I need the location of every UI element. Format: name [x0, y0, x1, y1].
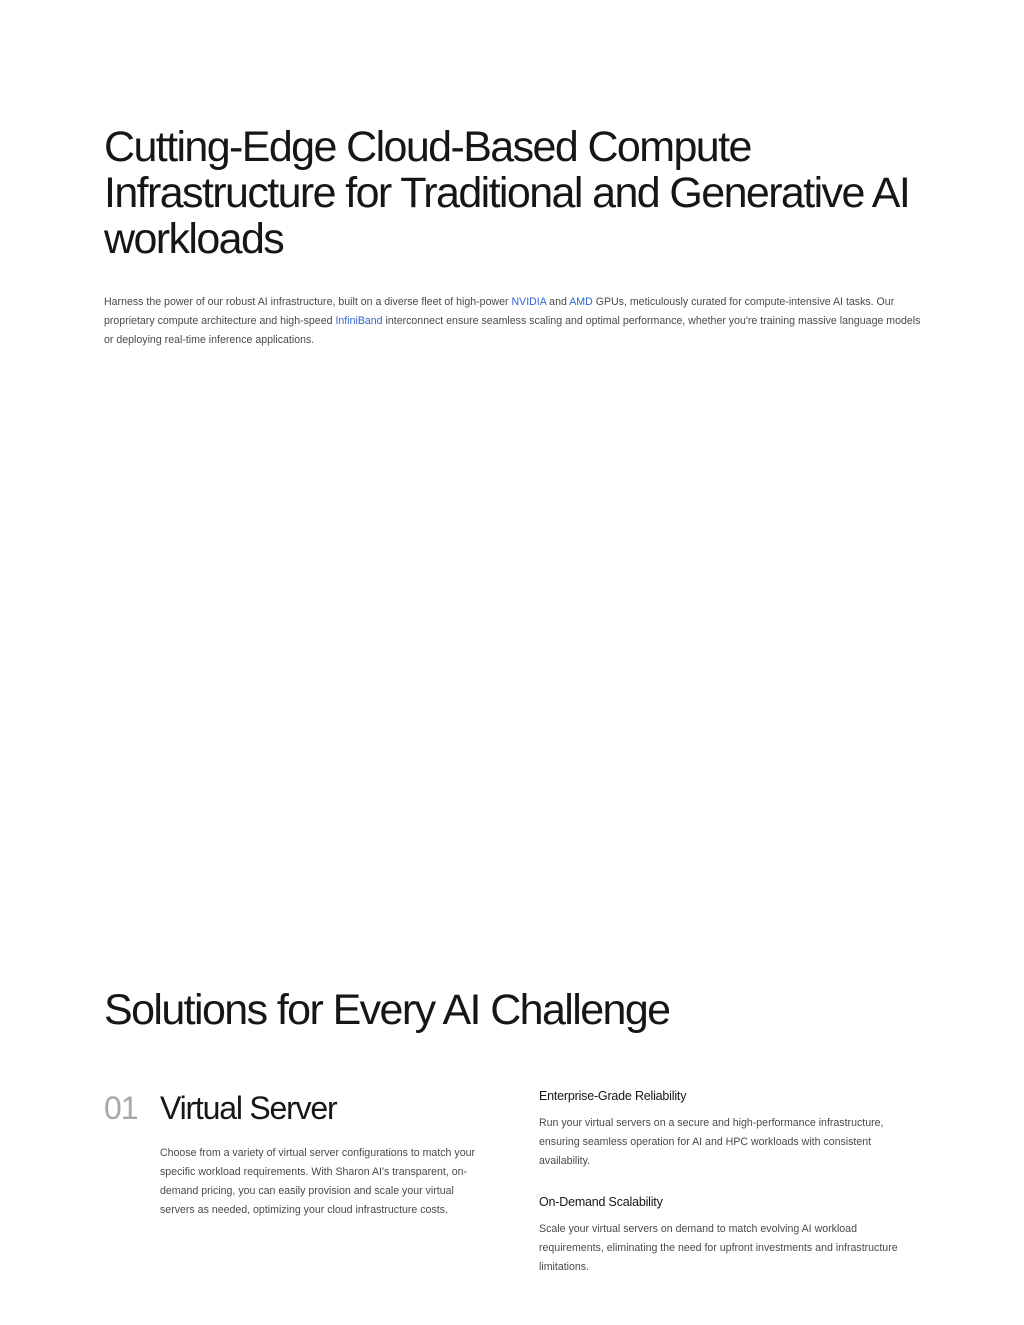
- feature-on-demand-scalability: [539, 1194, 919, 1277]
- feature-title: On-Demand Scalability: [539, 1195, 663, 1209]
- solutions-title: Solutions for Every AI Challenge: [104, 986, 670, 1034]
- nvidia-link[interactable]: NVIDIA: [511, 296, 547, 308]
- hero-desc-text-1: Harness the power of our robust AI infrastructure, built on a diverse fleet of high-power: [104, 296, 512, 308]
- feature-text: Scale your virtual servers on demand to match evolving AI workload requirements, eliminating the need for upfront investments and infrastructure limitations.: [539, 1223, 898, 1273]
- hero-title: Cutting-Edge Cloud-Based Compute Infrastructure for Traditional and Generative AI workloads: [104, 123, 910, 263]
- solution-number: 01: [104, 1090, 138, 1126]
- amd-link[interactable]: AMD: [569, 296, 593, 308]
- feature-enterprise-reliability: [539, 1088, 919, 1171]
- hero-desc-text-2: and: [546, 296, 570, 308]
- hero-desc-text-3: GPUs, meticulously curated for compute-intensive AI tasks. Our proprietary compute architecture and high-speed: [104, 296, 895, 327]
- solution-description: Choose from a variety of virtual server configurations to match your specific workload requirements. With Sharon AI's transparent, on-demand pricing, you can easily provision and scale your virtual servers as needed, optimizing your cloud infrastructure costs.: [160, 1147, 476, 1216]
- infiniband-link[interactable]: InfiniBand: [335, 315, 383, 327]
- hero-desc-text-4: interconnect ensure seamless scaling and optimal performance, whether you're training massive language models or deploying real-time inference applications.: [104, 315, 921, 346]
- feature-text: Run your virtual servers on a secure and high-performance infrastructure, ensuring seamless operation for AI and HPC workloads with consistent availability.: [539, 1117, 884, 1167]
- solution-name: Virtual Server: [160, 1090, 337, 1126]
- hero-description: [104, 293, 922, 350]
- feature-title: Enterprise-Grade Reliability: [539, 1089, 687, 1103]
